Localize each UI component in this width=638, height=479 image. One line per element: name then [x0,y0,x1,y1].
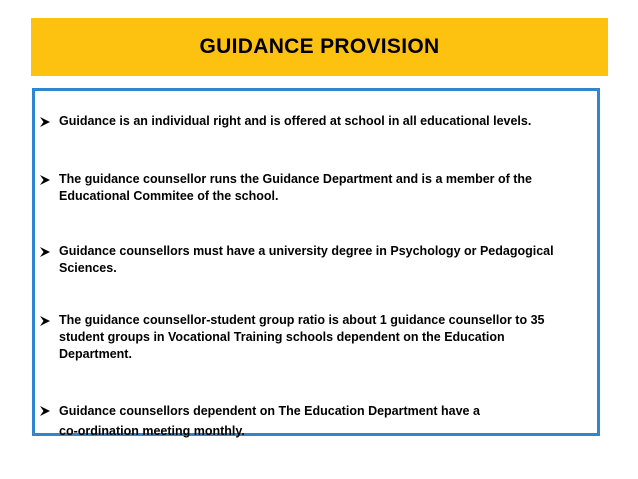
arrow-bullet-icon [39,312,59,329]
arrow-bullet-icon [39,401,59,421]
title-bar [31,18,608,76]
bullet-item [39,401,595,441]
bullet-item [39,312,595,363]
bullet-text: Guidance is an individual right and is offered at school in all educational levels. [59,114,532,128]
bullet-text: The guidance counsellor runs the Guidance Department and is a member of the Educational Commitee of the school. [59,172,533,203]
bullet-text: Guidance counsellors dependent on The Education Department have a co-ordination meeting monthly. [59,404,480,438]
arrow-bullet-icon [39,243,59,260]
slide-title: GUIDANCE PROVISION [199,35,440,58]
content-box [32,88,600,436]
bullet-text: Guidance counsellors must have a university degree in Psychology or Pedagogical Sciences. [59,244,554,275]
bullet-item [39,113,595,130]
bullet-item [39,243,595,277]
bullet-text: The guidance counsellor-student group ratio is about 1 guidance counsellor to 35 student groups in Vocational Training schools dependent on the Education Department. [59,313,545,361]
arrow-bullet-icon [39,113,59,130]
arrow-bullet-icon [39,171,59,188]
bullet-item [39,171,595,205]
